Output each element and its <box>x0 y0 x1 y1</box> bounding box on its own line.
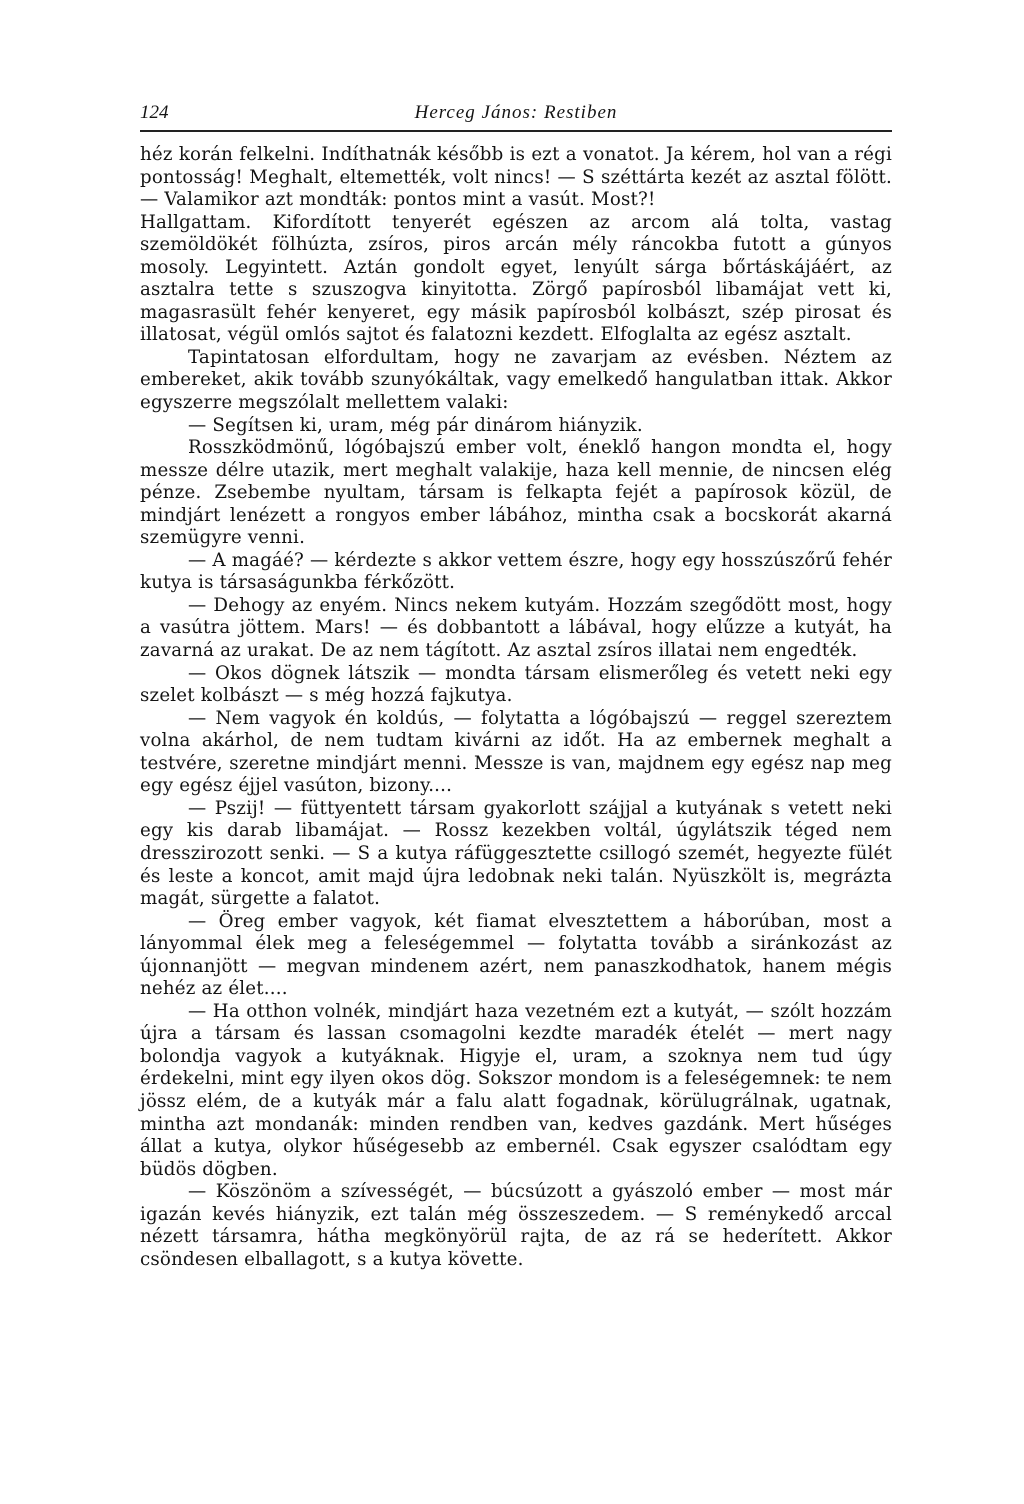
page-header <box>140 96 892 132</box>
paragraph: Rosszködmönű, lógóbajszú ember volt, éneklő hangon mondta el, hogy messze délre utazik, mert meghalt valakije, haza kell mennie, de nincsen elég pénze. Zsebembe nyultam, társam is felkapta fejét a papírosok közül, de mindjárt lenézett a rongyos ember lábához, mintha csak a bocskorát akarná szemügyre venni. <box>140 437 892 549</box>
body-text <box>140 144 892 1271</box>
paragraph: — Pszij! — füttyentett társam gyakorlott szájjal a kutyának s vetett neki egy kis darab libamájat. — Rossz kezekben voltál, úgylátszik téged nem dresszirozott senki. — S a kutya ráfüggesztette csillogó szemét, hegyezte fülét és leste a koncot, amit majd újra ledobnak neki talán. Nyüszkölt is, megrázta magát, sürgette a falatot. <box>140 797 892 910</box>
page-number: 124 <box>140 102 169 123</box>
paragraph: — Öreg ember vagyok, két fiamat elvesztettem a háborúban, most a lányommal élek meg a feleségemmel — folytatta tovább a siránkozást az újonnanjött — megvan mindenem azért, nem panaszkodhatok, hanem mégis nehéz az élet.... <box>140 910 892 1000</box>
paragraph: — Ha otthon volnék, mindjárt haza vezetném ezt a kutyát, — szólt hozzám újra a társam és lassan csomagolni kezdte maradék ételét — mert nagy bolondja vagyok a kutyáknak. Higyje el, uram, a szoknya nem tud úgy érdekelni, mint egy ilyen okos dög. Sokszor mondom is a feleségemnek: te nem jössz elém, de a kutyák már a falu alatt fogadnak, körülugrálnak, ugatnak, mintha azt mondanák: minden rendben van, kedves gazdánk. Mert hűséges állat a kutya, olykor hűségesebb az embernél. Csak egyszer csalódtam egy büdös dögben. <box>140 1000 892 1180</box>
paragraph: — Segítsen ki, uram, még pár dinárom hiányzik. <box>188 414 643 436</box>
paragraph: Hallgattam. Kifordított tenyerét egészen az arcom alá tolta, vastag szemöldökét fölhúzta, zsíros, piros arcán mély ráncokba futott a gúnyos mosoly. Legyintett. Aztán gondolt egyet, lenyúlt sárga bőrtáskájáért, az asztalra tette s szuszogva kinyitotta. Zörgő papírosból libamájat vett ki, magasrasült fehér kenyeret, egy másik papírosból kolbászt, szép pirosat és illatosat, végül omlós sajtot és falatozni kezdett. Elfoglalta az egész asztalt. <box>140 211 892 346</box>
paragraph: — Köszönöm a szívességét, — búcsúzott a gyászoló ember — most már igazán kevés hiányzik, ezt talán még összeszedem. — S reménykedő arccal nézett társamra, hátha megkönyörül rajta, de az rá se hederített. Akkor csöndesen elballagott, s a kutya követte. <box>140 1181 892 1270</box>
paragraph: héz korán felkelni. Indíthatnák később is ezt a vonatot. Ja kérem, hol van a régi pontosság! Meghalt, eltemették, volt nincs! — S széttárta kezét az asztal fölött. — Valamikor azt mondták: pontos mint a vasút. Most?! <box>140 144 892 211</box>
book-page <box>140 96 892 1271</box>
paragraph: Tapintatosan elfordultam, hogy ne zavarjam az evésben. Néztem az embereket, akik tovább szunyókáltak, vagy emelkedő hangulatban ittak. Akkor egyszerre megszólalt mellettem valaki: <box>140 346 892 414</box>
paragraph: — Dehogy az enyém. Nincs nekem kutyám. Hozzám szegődött most, hogy a vasútra jöttem. Mars! — és dobbantott a lábával, hogy elűzze a kutyát, ha zavarná az urakat. De az nem tágított. Az asztal zsíros illatai nem engedték. <box>140 594 892 662</box>
paragraph: — Okos dögnek látszik — mondta társam elismerőleg és vetett neki egy szelet kolbászt — s még hozzá fajkutya. <box>140 662 892 707</box>
paragraph: — A magáé? — kérdezte s akkor vettem észre, hogy egy hosszúszőrű fehér kutya is társaságunkba férkőzött. <box>140 549 892 594</box>
running-head: Herceg János: Restiben <box>414 102 618 123</box>
paragraph: — Nem vagyok én koldús, — folytatta a lógóbajszú — reggel szereztem volna akárhol, de nem tudtam kivárni az időt. Ha az embernek meghalt a testvére, szeretne mindjárt menni. Messze is van, majdnem egy egész nap meg egy egész éjjel vasúton, bizony.... <box>140 707 892 797</box>
